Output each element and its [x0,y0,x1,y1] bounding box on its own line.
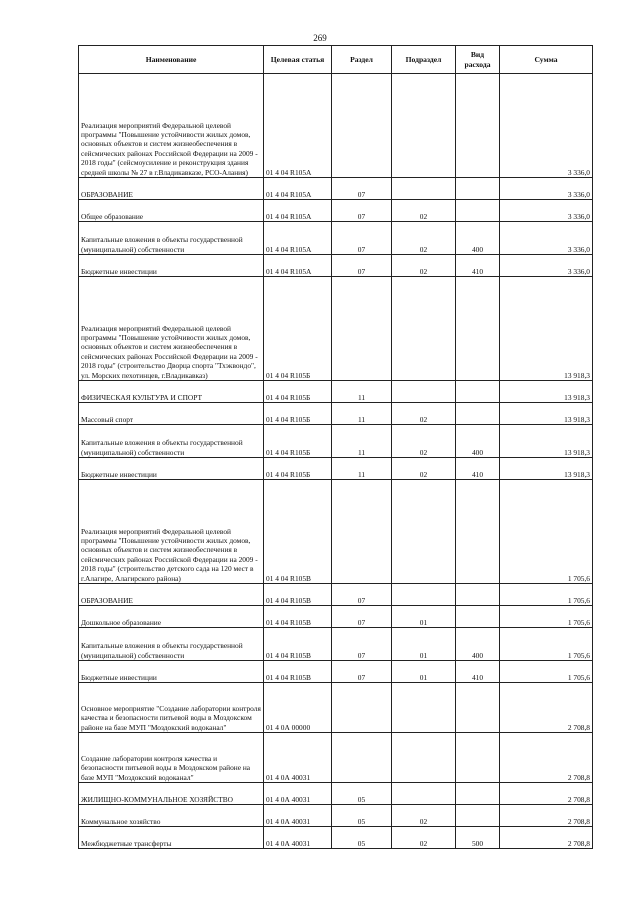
cell-sum: 1 705,6 [500,661,593,683]
cell-subsection [392,683,456,733]
cell-code: 01 4 0А 00000 [264,683,332,733]
cell-section: 11 [332,425,392,458]
cell-name: Межбюджетные трансферты [79,827,264,849]
table-row [79,425,593,458]
cell-name: Бюджетные инвестиции [79,458,264,480]
cell-sum: 2 708,8 [500,783,593,805]
cell-code: 01 4 04 R105Б [264,381,332,403]
cell-name: Массовый спорт [79,403,264,425]
cell-code: 01 4 04 R105А [264,178,332,200]
cell-name: Основное мероприятие "Создание лаборатории контроля качества и безопасности питьевой воды в Моздокском районе на базе МУП "Моздокский водоканал" [79,683,264,733]
cell-name: ЖИЛИЩНО-КОММУНАЛЬНОЕ ХОЗЯЙСТВО [79,783,264,805]
cell-sum: 1 705,6 [500,584,593,606]
cell-sum: 3 336,0 [500,200,593,222]
cell-subsection [392,178,456,200]
cell-subsection: 02 [392,200,456,222]
cell-sum: 13 918,3 [500,277,593,381]
cell-section: 05 [332,827,392,849]
cell-code: 01 4 04 R105А [264,222,332,255]
table-row [79,584,593,606]
cell-code: 01 4 04 R105В [264,584,332,606]
table-row [79,805,593,827]
cell-expense-type [456,277,500,381]
cell-section: 07 [332,584,392,606]
cell-expense-type: 400 [456,628,500,661]
table-row [79,200,593,222]
cell-name: Создание лаборатории контроля качества и безопасности питьевой воды в Моздокском районе на базе МУП "Моздокский водоканал" [79,733,264,783]
cell-expense-type [456,805,500,827]
table-row [79,827,593,849]
cell-name: Бюджетные инвестиции [79,255,264,277]
cell-name: Капитальные вложения в объекты государственной (муниципальной) собственности [79,425,264,458]
cell-code: 01 4 04 R105Б [264,425,332,458]
budget-table [78,45,593,849]
cell-code: 01 4 0А 40031 [264,805,332,827]
cell-sum: 2 708,8 [500,683,593,733]
cell-name: Реализация мероприятий Федеральной целевой программы "Повышение устойчивости жилых домов, основных объектов и систем жизнеобеспечения в сейсмических районах Российской Федерации на 2009 - 2018 годы" (строительство детского сада на 120 мест в г.Алагире, Алагирского района) [79,480,264,584]
cell-section: 07 [332,222,392,255]
cell-code: 01 4 0А 40031 [264,783,332,805]
table-row [79,403,593,425]
cell-subsection: 02 [392,255,456,277]
table-row [79,74,593,178]
cell-sum: 3 336,0 [500,74,593,178]
cell-section: 07 [332,178,392,200]
cell-sum: 1 705,6 [500,628,593,661]
table-header-row [79,46,593,74]
cell-expense-type [456,683,500,733]
cell-sum: 3 336,0 [500,178,593,200]
cell-name: Коммунальное хозяйство [79,805,264,827]
header-expense-type: Вид расхода [456,46,500,74]
table-row [79,606,593,628]
cell-sum: 2 708,8 [500,805,593,827]
cell-subsection: 01 [392,661,456,683]
header-subsection: Подраздел [392,46,456,74]
cell-section [332,733,392,783]
cell-section: 07 [332,661,392,683]
table-row [79,222,593,255]
cell-expense-type [456,178,500,200]
cell-expense-type: 410 [456,458,500,480]
cell-sum: 3 336,0 [500,255,593,277]
cell-expense-type [456,783,500,805]
cell-name: ФИЗИЧЕСКАЯ КУЛЬТУРА И СПОРТ [79,381,264,403]
table-row [79,661,593,683]
table-row [79,381,593,403]
cell-name: Капитальные вложения в объекты государственной (муниципальной) собственности [79,222,264,255]
cell-expense-type [456,733,500,783]
cell-expense-type: 410 [456,661,500,683]
cell-subsection [392,480,456,584]
cell-name: Капитальные вложения в объекты государственной (муниципальной) собственности [79,628,264,661]
cell-section: 07 [332,255,392,277]
cell-sum: 13 918,3 [500,403,593,425]
cell-subsection [392,584,456,606]
header-sum: Сумма [500,46,593,74]
cell-subsection: 02 [392,827,456,849]
cell-expense-type: 410 [456,255,500,277]
table-row [79,277,593,381]
cell-sum: 3 336,0 [500,222,593,255]
table-row [79,480,593,584]
cell-code: 01 4 04 R105А [264,74,332,178]
cell-section [332,480,392,584]
cell-expense-type [456,480,500,584]
cell-sum: 13 918,3 [500,458,593,480]
cell-code: 01 4 04 R105В [264,606,332,628]
table-row [79,683,593,733]
cell-subsection: 02 [392,805,456,827]
cell-expense-type: 500 [456,827,500,849]
page-number: 269 [313,33,327,43]
cell-section [332,277,392,381]
cell-code: 01 4 0А 40031 [264,733,332,783]
cell-subsection: 02 [392,425,456,458]
cell-expense-type: 400 [456,222,500,255]
cell-sum: 1 705,6 [500,606,593,628]
cell-code: 01 4 04 R105Б [264,277,332,381]
cell-name: ОБРАЗОВАНИЕ [79,178,264,200]
cell-subsection: 02 [392,458,456,480]
cell-section: 11 [332,458,392,480]
cell-section: 07 [332,606,392,628]
cell-expense-type [456,584,500,606]
cell-sum: 2 708,8 [500,733,593,783]
cell-code: 01 4 04 R105В [264,480,332,584]
cell-section [332,683,392,733]
table-row [79,255,593,277]
table-row [79,783,593,805]
cell-code: 01 4 04 R105В [264,628,332,661]
cell-expense-type [456,74,500,178]
cell-code: 01 4 04 R105А [264,200,332,222]
cell-name: Реализация мероприятий Федеральной целевой программы "Повышение устойчивости жилых домов, основных объектов и систем жизнеобеспечения в сейсмических районах Российской Федерации на 2009 - 2018 годы" (строительство Дворца спорта "Тхэквондо", ул. Морских пехотинцев, г.Владикавказ) [79,277,264,381]
table-row [79,458,593,480]
cell-section [332,74,392,178]
cell-section: 11 [332,381,392,403]
cell-section: 07 [332,200,392,222]
header-section: Раздел [332,46,392,74]
cell-code: 01 4 0А 40031 [264,827,332,849]
cell-sum: 2 708,8 [500,827,593,849]
cell-expense-type [456,606,500,628]
cell-subsection [392,74,456,178]
table-row [79,628,593,661]
cell-section: 05 [332,805,392,827]
table-row [79,178,593,200]
cell-name: ОБРАЗОВАНИЕ [79,584,264,606]
cell-subsection [392,733,456,783]
cell-expense-type [456,403,500,425]
header-code: Целевая статья [264,46,332,74]
cell-sum: 13 918,3 [500,381,593,403]
cell-subsection: 01 [392,606,456,628]
cell-section: 05 [332,783,392,805]
cell-expense-type [456,200,500,222]
table-row [79,733,593,783]
cell-code: 01 4 04 R105Б [264,458,332,480]
cell-name: Реализация мероприятий Федеральной целевой программы "Повышение устойчивости жилых домов, основных объектов и систем жизнеобеспечения в сейсмических районах Российской Федерации на 2009 - 2018 годы" (сейсмоусиление и реконструкция здания средней школы № 27 в г.Владикавказе, РСО-Алания) [79,74,264,178]
cell-subsection [392,783,456,805]
cell-subsection: 02 [392,222,456,255]
cell-name: Общее образование [79,200,264,222]
cell-section: 07 [332,628,392,661]
table-body [79,74,593,849]
cell-code: 01 4 04 R105В [264,661,332,683]
cell-code: 01 4 04 R105Б [264,403,332,425]
cell-name: Бюджетные инвестиции [79,661,264,683]
cell-sum: 13 918,3 [500,425,593,458]
cell-subsection: 01 [392,628,456,661]
cell-name: Дошкольное образование [79,606,264,628]
header-name: Наименование [79,46,264,74]
cell-subsection [392,277,456,381]
cell-subsection: 02 [392,403,456,425]
cell-code: 01 4 04 R105А [264,255,332,277]
cell-sum: 1 705,6 [500,480,593,584]
cell-expense-type: 400 [456,425,500,458]
cell-section: 11 [332,403,392,425]
cell-subsection [392,381,456,403]
cell-expense-type [456,381,500,403]
